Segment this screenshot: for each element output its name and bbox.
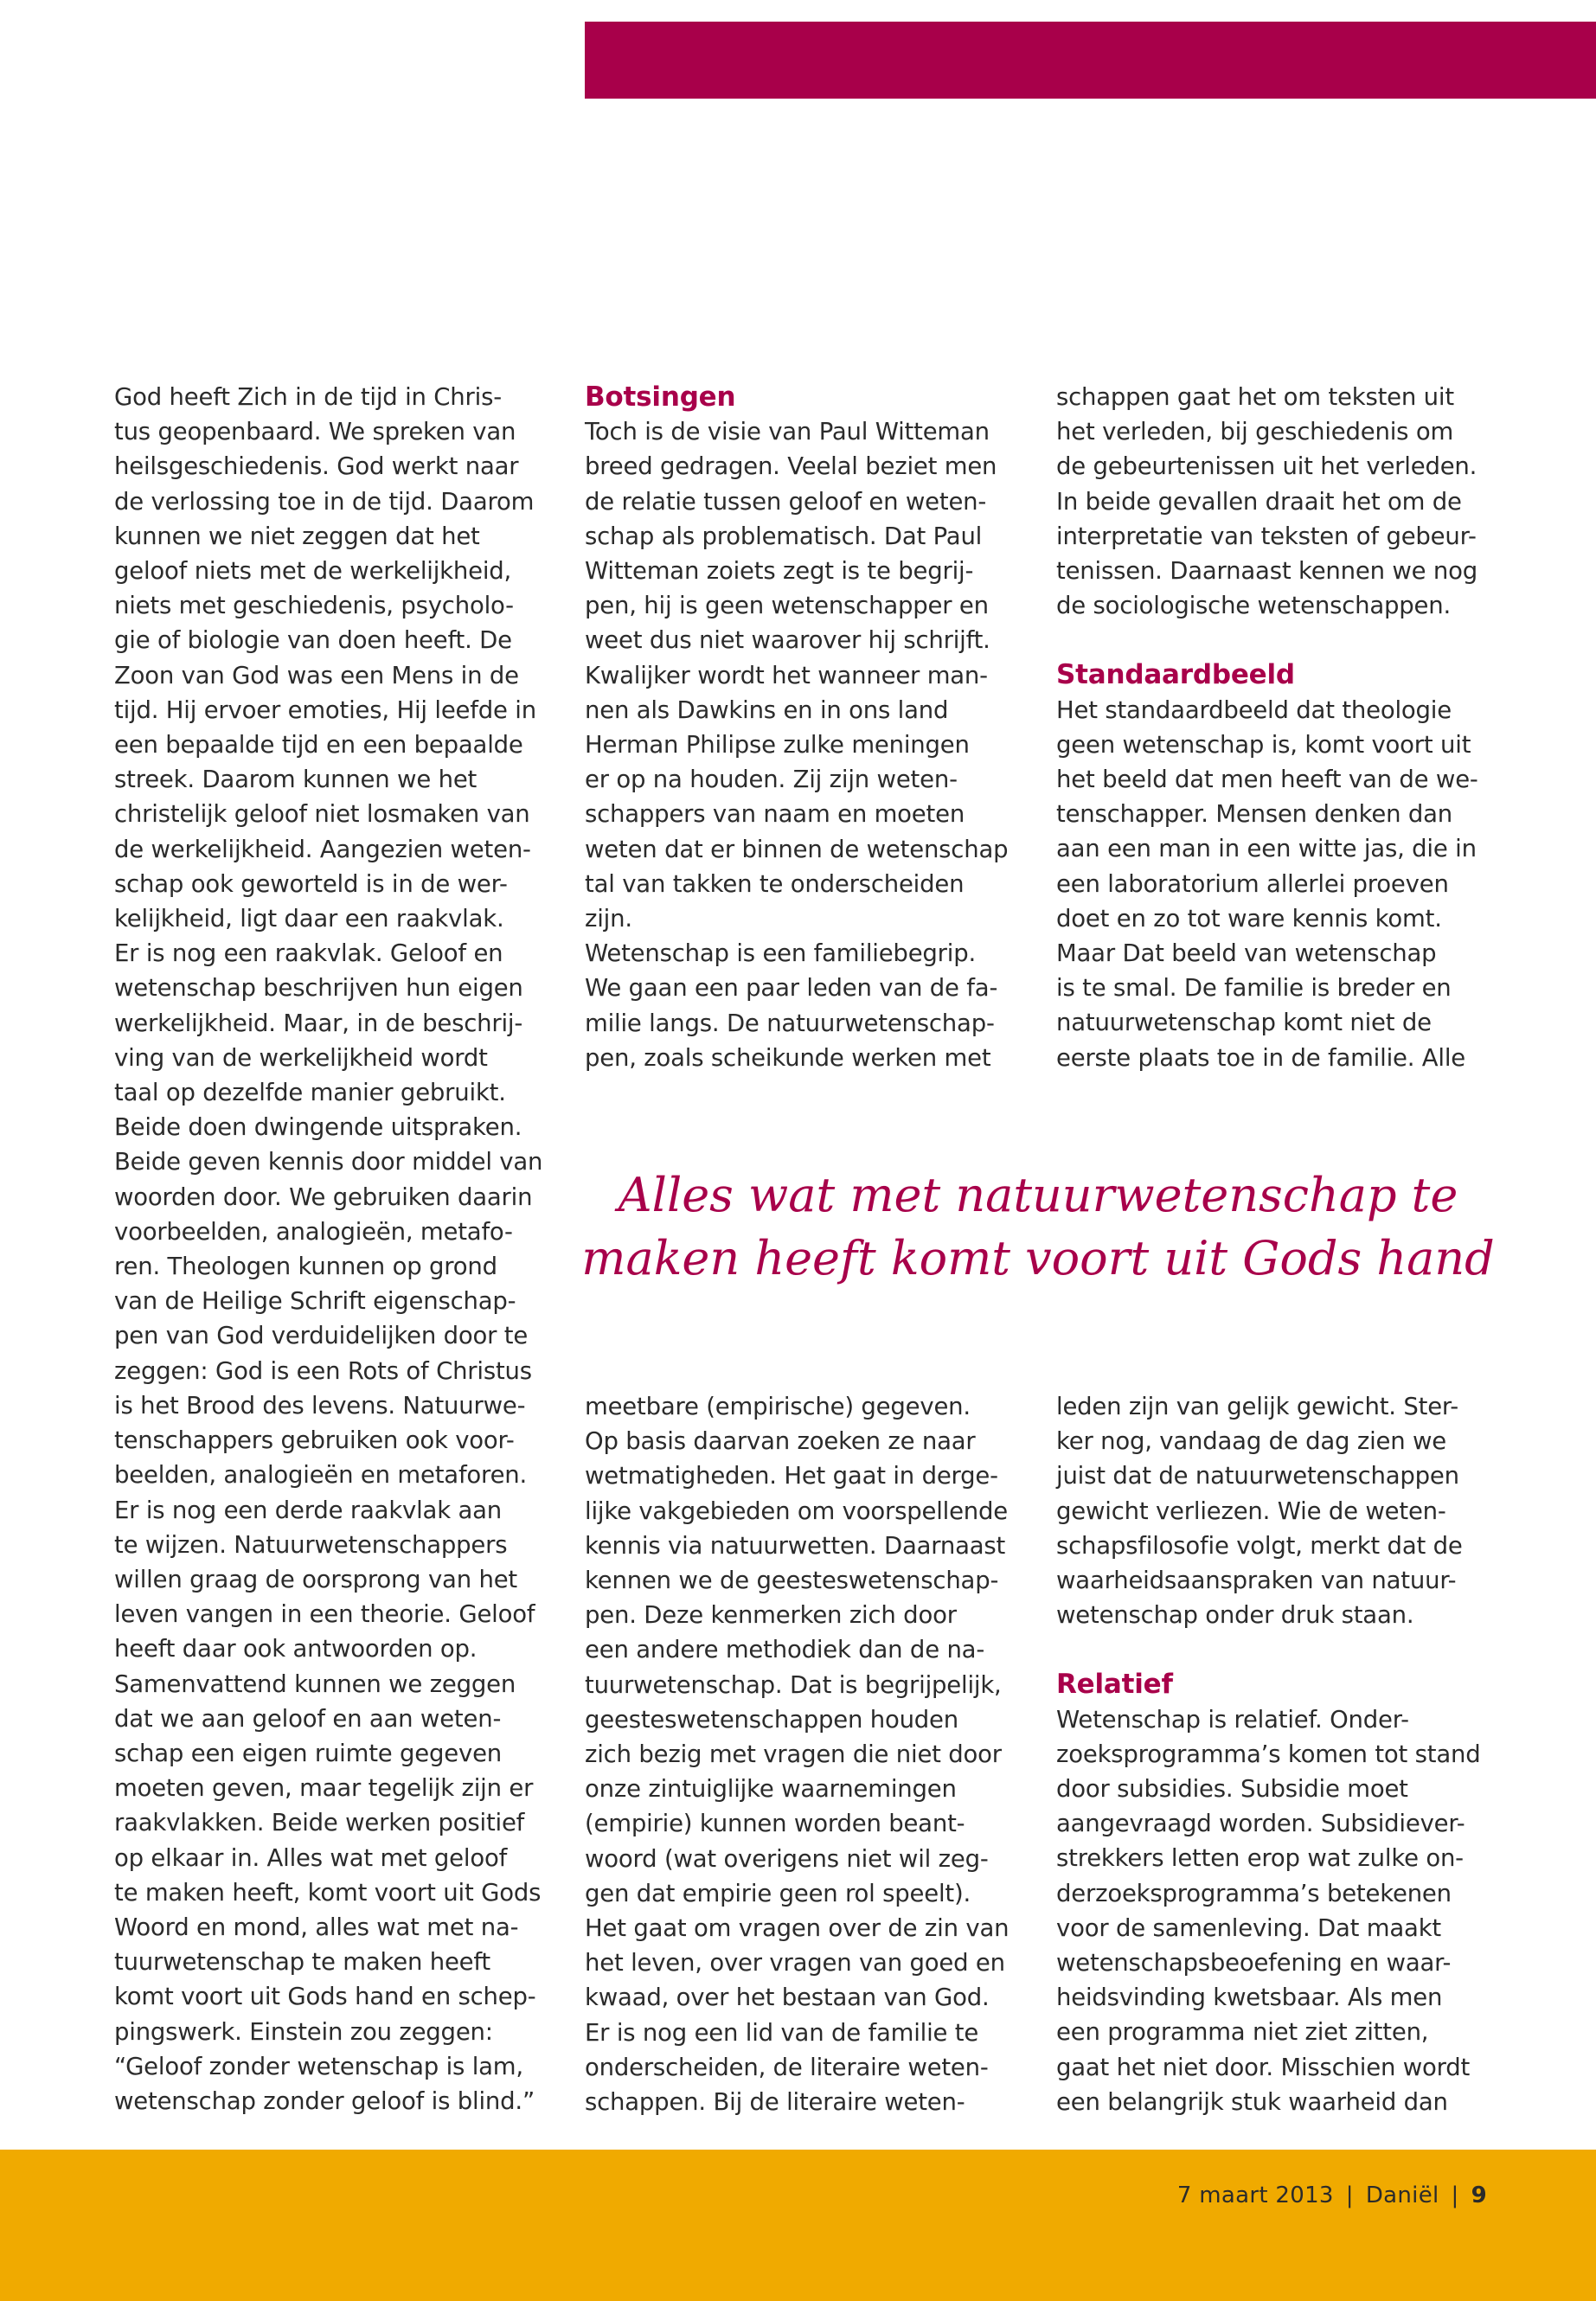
text-line: een programma niet ziet zitten, — [1056, 2018, 1429, 2047]
text-line: pen van God verduidelijken door te — [114, 1322, 529, 1350]
text-line: strekkers letten erop wat zulke on- — [1056, 1844, 1464, 1873]
text-line: woorden door. We gebruiken daarin — [114, 1183, 533, 1211]
text-line: tenissen. Daarnaast kennen we nog — [1056, 557, 1478, 586]
section-heading-botsingen: Botsingen — [585, 381, 736, 413]
text-line: de sociologische wetenschappen. — [1056, 592, 1452, 620]
text-line: schappers van naam en moeten — [585, 800, 965, 829]
text-line: zich bezig met vragen die niet door — [585, 1740, 1002, 1769]
text-line: pen, hij is geen wetenschapper en — [585, 592, 989, 620]
text-line: Zoon van God was een Mens in de — [114, 661, 519, 689]
text-line: heidsvinding kwetsbaar. Als men — [1056, 1984, 1443, 2012]
text-line: dat we aan geloof en aan weten- — [114, 1704, 502, 1733]
text-line: kwaad, over het bestaan van God. — [585, 1984, 990, 2012]
text-line: Op basis daarvan zoeken ze naar — [585, 1427, 976, 1456]
text-line: doet en zo tot ware kennis komt. — [1056, 904, 1442, 933]
article-column-2 — [585, 380, 1017, 1075]
text-line: ker nog, vandaag de dag zien we — [1056, 1427, 1447, 1456]
text-line: een bepaalde tijd en een bepaalde — [114, 731, 523, 760]
text-line: Beide doen dwingende uitspraken. — [114, 1113, 522, 1142]
text-line: het verleden, bij geschiedenis om — [1056, 418, 1454, 446]
text-line: Toch is de visie van Paul Witteman — [585, 418, 990, 446]
text-line: tenschappers gebruiken ook voor- — [114, 1426, 515, 1455]
text-line: door subsidies. Subsidie moet — [1056, 1775, 1408, 1804]
text-line: In beide gevallen draait het om de — [1056, 487, 1462, 516]
text-line: tal van takken te onderscheiden — [585, 869, 965, 898]
text-line: weten dat er binnen de wetenschap — [585, 835, 1009, 863]
text-line: kennis via natuurwetten. Daarnaast — [585, 1531, 1006, 1560]
text-line: voor de samenleving. Dat maakt — [1056, 1913, 1441, 1942]
text-line: God heeft Zich in de tijd in Chris- — [114, 383, 502, 411]
text-line: willen graag de oorsprong van het — [114, 1565, 518, 1593]
text-line: taal op dezelfde manier gebruikt. — [114, 1079, 506, 1107]
text-line: geloof niets met de werkelijkheid, — [114, 557, 512, 586]
text-line: eerste plaats toe in de familie. Alle — [1056, 1043, 1466, 1072]
text-line: schap een eigen ruimte gegeven — [114, 1739, 503, 1767]
text-line: Maar Dat beeld van wetenschap — [1056, 939, 1437, 968]
text-line: aangevraagd worden. Subsidiever- — [1056, 1810, 1465, 1838]
text-line: werkelijkheid. Maar, in de beschrij- — [114, 1009, 523, 1037]
text-line: Witteman zoiets zegt is te begrij- — [585, 557, 974, 586]
text-line: schappen gaat het om teksten uit — [1056, 383, 1454, 411]
text-line: een andere methodiek dan de na- — [585, 1636, 985, 1664]
text-line: Het gaat om vragen over de zin van — [585, 1914, 1010, 1943]
text-line: zeggen: God is een Rots of Christus — [114, 1356, 532, 1385]
text-line: kelijkheid, ligt daar een raakvlak. — [114, 905, 504, 933]
text-line: Er is nog een lid van de familie te — [585, 2018, 979, 2047]
text-line: moeten geven, maar tegelijk zijn er — [114, 1774, 534, 1803]
pull-quote-line: maken heeft komt voort uit Gods hand — [581, 1231, 1495, 1285]
text-line: niets met geschiedenis, psycholo- — [114, 592, 514, 620]
text-line: voorbeelden, analogieën, metafo- — [114, 1217, 513, 1246]
text-line: heeft daar ook antwoorden op. — [114, 1635, 478, 1663]
text-line: zijn. — [585, 905, 632, 933]
text-line: gen dat empirie geen rol speelt). — [585, 1879, 971, 1907]
section-heading-standaardbeeld: Standaardbeeld — [1056, 659, 1295, 691]
text-line: Het standaardbeeld dat theologie — [1056, 695, 1452, 724]
text-line: raakvlakken. Beide werken positief — [114, 1809, 525, 1837]
text-line: op elkaar in. Alles wat met geloof — [114, 1843, 508, 1872]
text-line: leden zijn van gelijk gewicht. Ster- — [1056, 1393, 1458, 1420]
text-line: Samenvattend kunnen we zeggen — [114, 1670, 516, 1698]
text-line: nen als Dawkins en in ons land — [585, 695, 949, 724]
text-line: Er is nog een derde raakvlak aan — [114, 1496, 503, 1524]
text-line: gie of biologie van doen heeft. De — [114, 626, 512, 655]
article-column-3 — [1056, 380, 1506, 1075]
text-line: waarheidsaanspraken van natuur- — [1056, 1567, 1457, 1595]
text-line: (empirie) kunnen worden beant- — [585, 1810, 965, 1838]
page-number: 9 — [1471, 2182, 1487, 2208]
text-line: pen, zoals scheikunde werken met — [585, 1043, 991, 1072]
text-line: derzoeksprogramma’s betekenen — [1056, 1879, 1452, 1907]
text-line: milie langs. De natuurwetenschap- — [585, 1009, 995, 1037]
text-line: breed gedragen. Veelal beziet men — [585, 452, 997, 481]
text-line: het leven, over vragen van goed en — [585, 1949, 1005, 1977]
text-line: gewicht verliezen. Wie de weten- — [1056, 1497, 1446, 1525]
text-line: pingswerk. Einstein zou zeggen: — [114, 2017, 493, 2046]
text-line: schappen. Bij de literaire weten- — [585, 2088, 965, 2117]
text-line: tuurwetenschap te maken heeft — [114, 1948, 490, 1977]
footer-separator: | — [1345, 2182, 1354, 2208]
pull-quote-line: Alles wat met natuurwetenschap te — [618, 1168, 1458, 1222]
footer-bar — [0, 2150, 1596, 2301]
text-line: pen. Deze kenmerken zich door — [585, 1601, 957, 1630]
text-line: Er is nog een raakvlak. Geloof en — [114, 939, 503, 968]
text-line: weet dus niet waarover hij schrijft. — [585, 626, 990, 655]
article-column-5 — [1056, 1389, 1506, 2119]
text-line: gaat het niet door. Misschien wordt — [1056, 2053, 1471, 2081]
text-line: zoeksprogramma’s komen tot stand — [1056, 1740, 1481, 1768]
text-line: kennen we de geesteswetenschap- — [585, 1567, 999, 1595]
text-line: lijke vakgebieden om voorspellende — [585, 1497, 1009, 1525]
footer-separator: | — [1451, 2182, 1459, 2208]
text-line: interpretatie van teksten of gebeur- — [1056, 522, 1477, 550]
text-line: aan een man in een witte jas, die in — [1056, 835, 1477, 863]
text-line: Woord en mond, alles wat met na- — [114, 1913, 519, 1941]
text-line: komt voort uit Gods hand en schep- — [114, 1983, 536, 2011]
text-line: Kwalijker wordt het wanneer man- — [585, 661, 988, 689]
text-line: ren. Theologen kunnen op grond — [114, 1253, 497, 1281]
text-line: het beeld dat men heeft van de we- — [1056, 766, 1478, 794]
text-line: geen wetenschap is, komt voort uit — [1056, 730, 1471, 759]
text-line: de verlossing toe in de tijd. Daarom — [114, 487, 535, 516]
text-line: tijd. Hij ervoer emoties, Hij leefde in — [114, 695, 536, 724]
text-line: woord (wat overigens niet wil zeg- — [585, 1844, 989, 1873]
text-line: wetenschap onder druk staan. — [1056, 1601, 1414, 1630]
footer-info — [1177, 2182, 1487, 2208]
text-line: schapsfilosofie volgt, merkt dat de — [1056, 1531, 1463, 1560]
text-line: leven vangen in een theorie. Geloof — [114, 1600, 535, 1629]
text-line: Wetenschap is een familiebegrip. — [585, 939, 977, 968]
text-line: tus geopenbaard. We spreken van — [114, 418, 516, 446]
text-line: “Geloof zonder wetenschap is lam, — [114, 2052, 523, 2080]
text-line: christelijk geloof niet losmaken van — [114, 800, 530, 829]
text-line: We gaan een paar leden van de fa- — [585, 974, 998, 1003]
text-line: ving van de werkelijkheid wordt — [114, 1043, 488, 1072]
text-line: van de Heilige Schrift eigenschap- — [114, 1287, 516, 1316]
text-line: te maken heeft, komt voort uit Gods — [114, 1878, 542, 1907]
text-line: natuurwetenschap komt niet de — [1056, 1009, 1432, 1037]
text-line: schap als problematisch. Dat Paul — [585, 522, 983, 550]
text-line: wetenschapsbeoefening en waar- — [1056, 1949, 1452, 1977]
text-line: de relatie tussen geloof en weten- — [585, 487, 987, 516]
top-accent-bar — [585, 22, 1596, 99]
text-line: heilsgeschiedenis. God werkt naar — [114, 452, 519, 481]
pull-quote — [554, 1163, 1522, 1290]
article-column-1 — [114, 380, 547, 2118]
text-line: tuurwetenschap. Dat is begrijpelijk, — [585, 1670, 1002, 1699]
text-line: schap ook geworteld is in de wer- — [114, 869, 508, 898]
text-line: Wetenschap is relatief. Onder- — [1056, 1705, 1409, 1734]
text-line: juist dat de natuurwetenschappen — [1056, 1462, 1459, 1490]
text-line: onderscheiden, de literaire weten- — [585, 2053, 989, 2081]
text-line: er op na houden. Zij zijn weten- — [585, 766, 958, 794]
text-line: geesteswetenschappen houden — [585, 1705, 959, 1734]
text-line: meetbare (empirische) gegeven. — [585, 1393, 971, 1420]
text-line: beelden, analogieën en metaforen. — [114, 1461, 528, 1490]
text-line: de werkelijkheid. Aangezien weten- — [114, 835, 531, 863]
text-line: een laboratorium allerlei proeven — [1056, 869, 1449, 898]
text-line: is te smal. De familie is breder en — [1056, 974, 1452, 1003]
text-line: de gebeurtenissen uit het verleden. — [1056, 452, 1477, 481]
issue-date: 7 maart 2013 — [1176, 2182, 1334, 2208]
text-line: is het Brood des levens. Natuurwe- — [114, 1391, 526, 1420]
text-line: Herman Philipse zulke meningen — [585, 731, 970, 760]
section-heading-relatief: Relatief — [1056, 1669, 1173, 1701]
text-line: Beide geven kennis door middel van — [114, 1148, 543, 1176]
text-line: streek. Daarom kunnen we het — [114, 766, 478, 794]
text-line: tenschapper. Mensen denken dan — [1056, 800, 1453, 829]
publication-name: Daniël — [1365, 2182, 1439, 2208]
text-line: wetenschap beschrijven hun eigen — [114, 974, 523, 1003]
text-line: wetmatigheden. Het gaat in derge- — [585, 1462, 998, 1490]
text-line: kunnen we niet zeggen dat het — [114, 522, 480, 550]
text-line: wetenschap zonder geloof is blind.” — [114, 2086, 535, 2115]
text-line: onze zintuiglijke waarnemingen — [585, 1775, 957, 1804]
text-line: te wijzen. Natuurwetenschappers — [114, 1530, 508, 1559]
article-column-4 — [585, 1389, 1017, 2119]
text-line: een belangrijk stuk waarheid dan — [1056, 2087, 1448, 2116]
